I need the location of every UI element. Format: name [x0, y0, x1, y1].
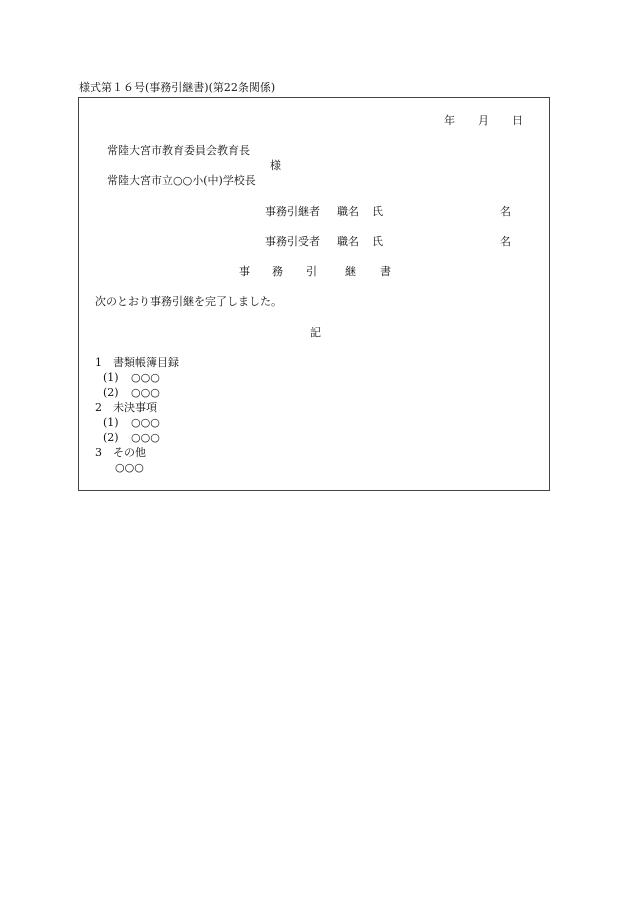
document-title-char: 書 [380, 265, 391, 278]
list-item-text: ○○○ [131, 431, 160, 444]
ki-label: 記 [310, 326, 321, 339]
transferor-name-label-1: 氏 [372, 205, 383, 218]
addressee-board-of-education: 常陸大宮市教育委員会教育長 [107, 144, 250, 157]
document-title-char: 務 [272, 265, 283, 278]
transferor-title-label: 職名 [337, 205, 359, 218]
transferee-role: 事務引受者 [265, 235, 320, 248]
addressee-school-principal: 常陸大宮市立○○小(中)学校長 [107, 174, 256, 187]
transferee-name-label-2: 名 [500, 235, 511, 248]
section-heading: 3 その他 [95, 446, 146, 459]
document-title-char: 引 [306, 265, 317, 278]
list-item-number: (1) [103, 416, 119, 429]
list-item-text: ○○○ [115, 461, 144, 474]
document-title-char: 継 [345, 265, 356, 278]
list-item-text: ○○○ [131, 371, 160, 384]
section-heading: 1 書類帳簿目録 [95, 356, 179, 369]
document-title-char: 事 [239, 265, 250, 278]
date-month-label: 月 [478, 114, 489, 127]
list-item-number: (2) [103, 386, 119, 399]
transferor-name-label-2: 名 [500, 205, 511, 218]
transferor-role: 事務引継者 [265, 205, 320, 218]
date-year-label: 年 [444, 114, 455, 127]
list-item-number: (1) [103, 371, 119, 384]
list-item-text: ○○○ [131, 416, 160, 429]
transferee-title-label: 職名 [337, 235, 359, 248]
completion-statement: 次のとおり事務引継を完了しました。 [95, 295, 282, 308]
addressee-honorific: 様 [270, 159, 281, 172]
form-caption: 様式第１６号(事務引継書)(第22条関係) [79, 81, 276, 94]
list-item-text: ○○○ [131, 386, 160, 399]
list-item-number: (2) [103, 431, 119, 444]
transferee-name-label-1: 氏 [372, 235, 383, 248]
date-day-label: 日 [512, 114, 523, 127]
section-heading: 2 未決事項 [95, 401, 157, 414]
